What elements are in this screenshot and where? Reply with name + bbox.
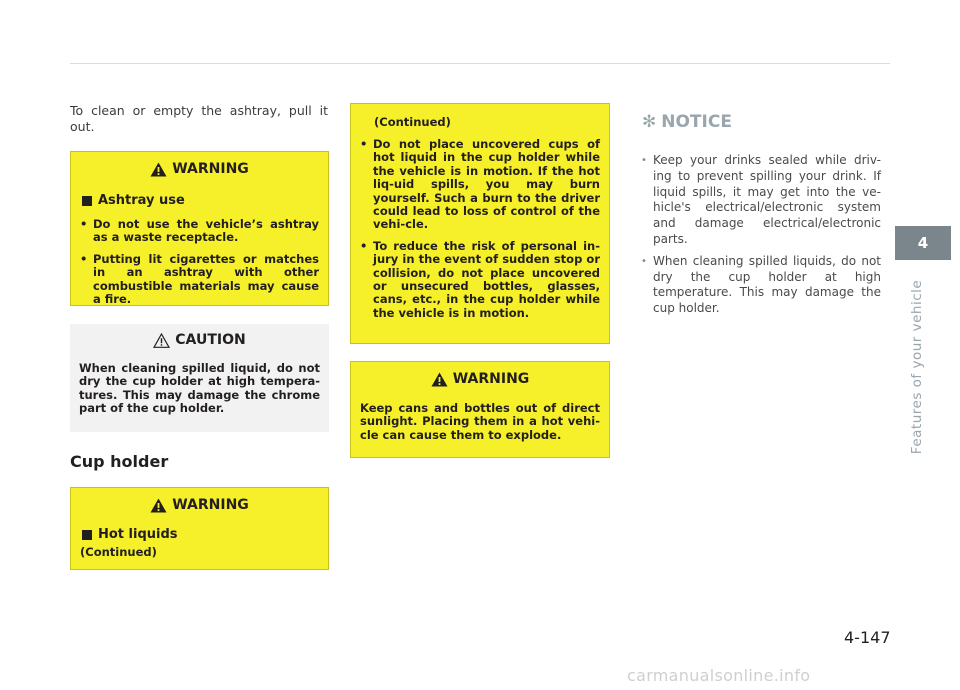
list-item: • When cleaning spilled liquids, do not dry the cup holder at high temperature. This may damage the cup holder. bbox=[641, 254, 881, 317]
warning-title bbox=[360, 371, 600, 387]
notice-title-text: NOTICE bbox=[661, 112, 732, 132]
warning-triangle-icon bbox=[150, 162, 167, 177]
warning-subhead bbox=[82, 193, 319, 208]
intro-paragraph: To clean or empty the ashtray, pull it out. bbox=[70, 103, 328, 134]
chapter-label: Features of your vehicle bbox=[909, 279, 925, 455]
caution-title bbox=[79, 332, 320, 348]
warning-title-text: WARNING bbox=[452, 371, 530, 387]
top-divider bbox=[70, 63, 890, 64]
chapter-tab[interactable] bbox=[895, 226, 951, 260]
warning-triangle-icon bbox=[431, 372, 448, 387]
warning-text: Keep cans and bottles out of direct sunlight. Placing them in a hot vehi-cle can cause them to explode. bbox=[360, 401, 600, 442]
caution-triangle-icon bbox=[153, 333, 170, 348]
warning-box-cans bbox=[350, 361, 610, 458]
notice-title bbox=[642, 112, 732, 132]
caution-title-text: CAUTION bbox=[175, 332, 246, 348]
warning-box-ashtray bbox=[70, 151, 329, 306]
warning-title bbox=[80, 161, 319, 177]
warning-subhead bbox=[82, 527, 319, 542]
notice-star-icon: ✻ bbox=[642, 112, 657, 132]
square-bullet-icon bbox=[82, 196, 92, 206]
warning-box-continued bbox=[350, 103, 610, 344]
caution-text: When cleaning spilled liquid, do not dry the cup holder at high tempera-tures. This may damage the chrome part of the cup holder. bbox=[79, 361, 320, 416]
page-number: 4-147 bbox=[844, 628, 891, 647]
warning-bullet-list bbox=[80, 218, 319, 306]
list-item: • Do not use the vehicle’s ashtray as a waste receptacle. bbox=[80, 218, 319, 245]
section-title: Cup holder bbox=[70, 452, 169, 471]
warning-triangle-icon bbox=[150, 498, 167, 513]
square-bullet-icon bbox=[82, 530, 92, 540]
watermark: carmanualsonline.info bbox=[627, 666, 811, 685]
warning-bullet-list bbox=[360, 138, 600, 320]
continued-label: (Continued) bbox=[374, 115, 451, 129]
list-item: • Keep your drinks sealed while driv-ing to prevent spilling your drink. If liquid spills, it may get into the ve-hicle's electrical/electronic system and damage electrical/electronic parts. bbox=[641, 153, 881, 248]
continued-label: (Continued) bbox=[80, 545, 157, 559]
warning-title-text: WARNING bbox=[172, 497, 249, 513]
warning-subhead-text: Hot liquids bbox=[98, 527, 178, 542]
warning-subhead-text: Ashtray use bbox=[98, 193, 185, 208]
warning-title bbox=[80, 497, 319, 513]
list-item: • Putting lit cigarettes or matches in an ashtray with other combustible materials may cause a fire. bbox=[80, 253, 319, 307]
caution-box bbox=[70, 324, 329, 432]
warning-title-text: WARNING bbox=[172, 161, 249, 177]
list-item: • To reduce the risk of personal in-jury in the event of sudden stop or collision, do not place uncovered or unsecured bottles, glasses, cans, etc., in the cup holder while the vehicle is in motion. bbox=[360, 240, 600, 320]
chapter-number: 4 bbox=[917, 234, 929, 252]
list-item: • Do not place uncovered cups of hot liquid in the cup holder while the vehicle is in motion. If the hot liq-uid spills, you may burn yourself. Such a burn to the driver could lead to loss of control of the vehi-cle. bbox=[360, 138, 600, 232]
notice-list bbox=[641, 153, 881, 323]
warning-box-hot-liquids bbox=[70, 487, 329, 570]
